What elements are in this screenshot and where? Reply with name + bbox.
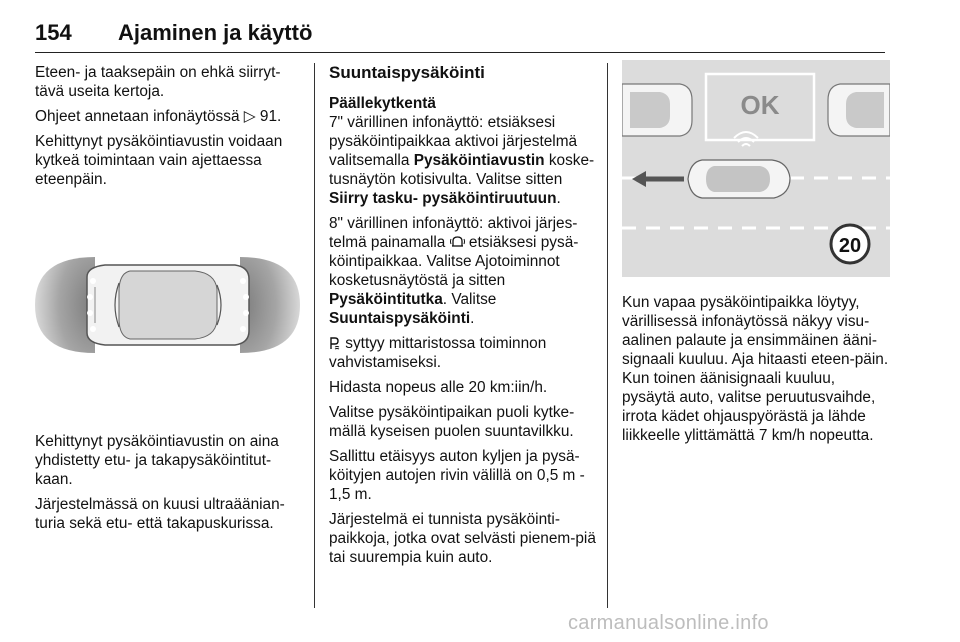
paragraph: Hidasta nopeus alle 20 km:iin/h. bbox=[329, 379, 548, 396]
triangle-right-icon: ▷ bbox=[243, 108, 256, 125]
paragraph bbox=[35, 107, 300, 126]
column-middle bbox=[329, 63, 597, 573]
parked-car-left bbox=[622, 84, 692, 136]
parking-assist-icon bbox=[329, 336, 341, 350]
paragraph: syttyy mittaristossa toiminnon vahvistamiseksi. bbox=[329, 335, 547, 371]
moving-car bbox=[688, 160, 790, 198]
page-reference-link[interactable]: 91. bbox=[259, 108, 282, 125]
front-sensor-zone bbox=[35, 257, 95, 353]
paragraph: Järjestelmässä on kuusi ultraäänian-turia sekä etu- että takapuskurissa. bbox=[35, 496, 285, 532]
car-top-view bbox=[87, 265, 249, 345]
parking-sensor-icon bbox=[450, 235, 465, 248]
paragraph: Valitse pysäköintipaikan puoli kytke-mällä kyseisen puolen suuntavilkku. bbox=[329, 404, 575, 440]
column-divider bbox=[607, 63, 608, 608]
paragraph: Eteen- ja taaksepäin on ehkä siirryt-tävä useita kertoja. bbox=[35, 64, 281, 100]
paragraph: Kehittynyt pysäköintiavustin on aina yhdistetty etu- ja takapysäköintitut-kaan. bbox=[35, 433, 279, 488]
menu-term: Pysäköintitutka bbox=[329, 291, 443, 308]
paragraph-text: Ohjeet annetaan infonäytössä bbox=[35, 108, 244, 125]
menu-term: Pysäköintiavustin bbox=[413, 152, 545, 169]
section-heading: Suuntaispysäköinti bbox=[329, 63, 485, 82]
column-right bbox=[622, 60, 890, 451]
speed-limit-label: 20 bbox=[838, 235, 862, 257]
column-left bbox=[35, 63, 300, 539]
paragraph: 8" värillinen infonäyttö: aktivoi järjes-telmä painamalla etsiäksesi pysä-köintipaikkaa. Valitse Ajotoiminnot kosketusnäytöstä ja sitten Pysäköintitutka. Valitse Suuntaispysäköinti. bbox=[329, 215, 579, 327]
paragraph: Kehittynyt pysäköintiavustin voidaan kytkeä toimintaan vain ajettaessa eteenpäin. bbox=[35, 133, 283, 188]
page-number: 154 bbox=[35, 20, 72, 45]
parallel-parking-figure bbox=[622, 60, 890, 277]
column-divider bbox=[314, 63, 315, 608]
page-title: Ajaminen ja käyttö bbox=[118, 20, 313, 45]
menu-term: Suuntaispysäköinti bbox=[329, 310, 471, 327]
parked-car-right bbox=[828, 84, 890, 136]
paragraph: 7" värillinen infonäyttö: etsiäksesi pysäköintipaikkaa aktivoi järjestelmä valitsemalla Pysäköintiavustin koske-tusnäytön kotisivulta. Valitse sitten Siirry tasku- pysäköintiruutuun. bbox=[329, 114, 595, 207]
watermark: carmanualsonline.info bbox=[568, 612, 769, 634]
menu-term: Siirry tasku- pysäköintiruutuun bbox=[329, 190, 557, 207]
ok-label: OK bbox=[740, 90, 780, 120]
paragraph: Järjestelmä ei tunnista pysäköinti-paikkoja, jotka ovat selvästi pienem-piä tai suurempia kuin auto. bbox=[329, 511, 596, 566]
page-header bbox=[35, 8, 885, 53]
paragraph: Kun vapaa pysäköintipaikka löytyy, värillisessä infonäytössä näkyy visu-aalinen palaute ja ensimmäinen ääni-signaali kuuluu. Aja hitaasti eteen-päin. Kun toinen äänisignaali kuuluu, pysäytä auto, valitse peruutusvaihde, irrota kädet ohjauspyörästä ja lähde liikkeelle ylittämättä 7 km/h nopeutta. bbox=[622, 294, 889, 444]
paragraph: Sallittu etäisyys auton kyljen ja pysä-köityjen autojen rivin välillä on 0,5 m - 1,5 m. bbox=[329, 448, 585, 503]
speed-sign bbox=[831, 225, 869, 263]
subsection-heading: Päällekytkentä bbox=[329, 95, 436, 112]
parking-sensor-zones-figure bbox=[35, 197, 300, 412]
